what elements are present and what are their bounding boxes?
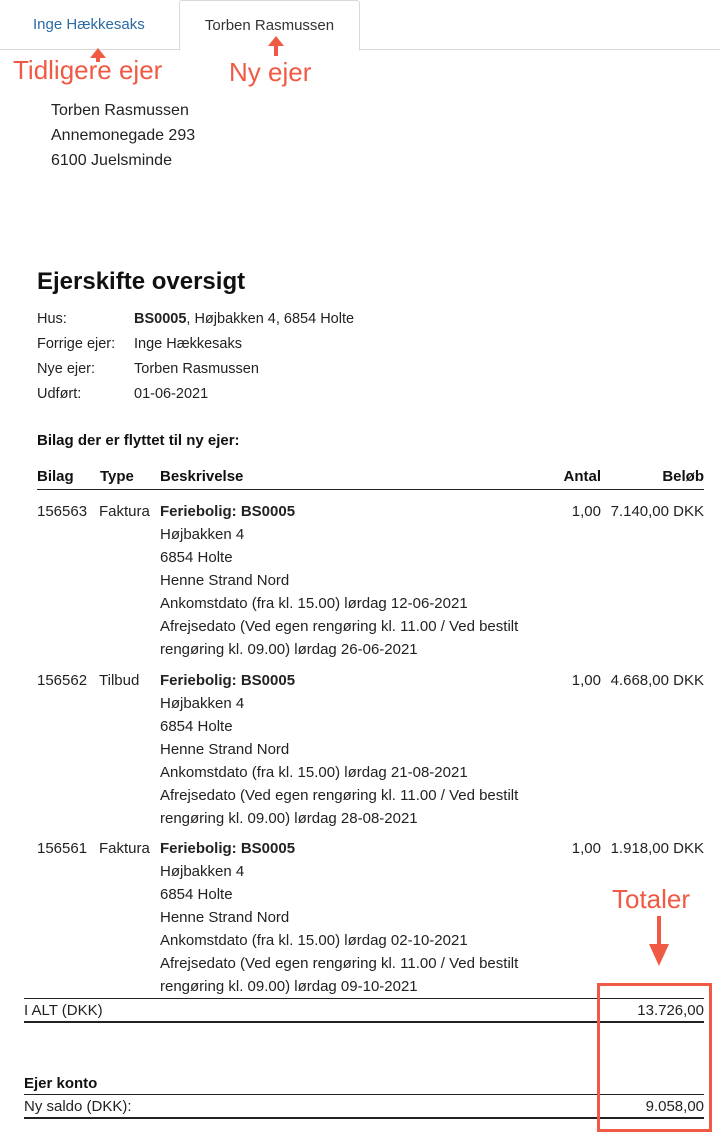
meta-new-label: Nye ejer: <box>37 361 96 377</box>
tab-new-owner[interactable]: Torben Rasmussen <box>179 0 360 51</box>
row-1-desc-line: Henne Strand Nord <box>160 572 290 589</box>
meta-house-code: BS0005 <box>134 311 187 327</box>
meta-done-label: Udført: <box>37 386 82 402</box>
row-2-belob: 4.668,00 DKK <box>610 672 704 689</box>
meta-new-value: Torben Rasmussen <box>134 361 259 377</box>
row-1-desc-line: Ankomstdato (fra kl. 15.00) lørdag 12-06-2021 <box>160 595 468 612</box>
col-header-antal: Antal <box>563 468 601 485</box>
owner-account-heading: Ejer konto <box>24 1075 98 1092</box>
row-3-desc-line: Henne Strand Nord <box>160 909 290 926</box>
meta-done-value: 01-06-2021 <box>134 386 209 402</box>
row-3-description <box>160 837 518 998</box>
moved-documents-heading: Bilag der er flyttet til ny ejer: <box>37 432 240 449</box>
row-1-desc-line: rengøring kl. 09.00) lørdag 26-06-2021 <box>160 641 418 658</box>
total-value: 13.726,00 <box>637 1002 704 1019</box>
row-3-desc-line: Højbakken 4 <box>160 863 245 880</box>
annotation-arrow-shaft-new-owner <box>274 44 278 56</box>
meta-prev-value: Inge Hækkesaks <box>134 336 242 352</box>
row-2-desc-line: 6854 Holte <box>160 718 233 735</box>
row-2-description <box>160 669 518 830</box>
tab-previous-owner[interactable]: Inge Hækkesaks <box>33 16 145 33</box>
total-label: I ALT (DKK) <box>24 1002 103 1019</box>
meta-house-value <box>134 311 354 327</box>
row-3-antal: 1,00 <box>571 840 601 857</box>
table-header-rule <box>37 489 704 490</box>
annotation-arrow-shaft-totals <box>657 916 661 946</box>
col-header-type: Type <box>100 468 134 485</box>
row-3-desc-title: Feriebolig: BS0005 <box>160 840 296 857</box>
address-city: 6100 Juelsminde <box>51 152 172 169</box>
annotation-totals: Totaler <box>612 884 691 914</box>
page-title: Ejerskifte oversigt <box>37 268 246 295</box>
col-header-bilag: Bilag <box>37 468 74 485</box>
row-2-antal: 1,00 <box>571 672 601 689</box>
row-2-type: Tilbud <box>99 672 140 689</box>
row-1-description <box>160 500 518 661</box>
row-3-desc-line: 6854 Holte <box>160 886 233 903</box>
annotation-previous-owner: Tidligere ejer <box>13 55 163 85</box>
meta-prev-label: Forrige ejer: <box>37 336 116 352</box>
row-2-bilag: 156562 <box>37 672 88 689</box>
new-balance-value: 9.058,00 <box>645 1098 704 1115</box>
address-name: Torben Rasmussen <box>51 102 189 119</box>
row-2-desc-line: Henne Strand Nord <box>160 741 290 758</box>
row-3-desc-line: Ankomstdato (fra kl. 15.00) lørdag 02-10-2021 <box>160 932 468 949</box>
row-1-antal: 1,00 <box>571 503 601 520</box>
annotation-new-owner: Ny ejer <box>229 57 312 87</box>
row-1-desc-title: Feriebolig: BS0005 <box>160 503 296 520</box>
row-1-desc-line: Højbakken 4 <box>160 526 245 543</box>
row-3-desc-line: Afrejsedato (Ved egen rengøring kl. 11.00 / Ved bestilt <box>160 955 519 972</box>
totals-highlight-box <box>597 983 712 1132</box>
recipient-address <box>51 98 195 173</box>
row-2-desc-line: rengøring kl. 09.00) lørdag 28-08-2021 <box>160 810 418 827</box>
row-1-desc-line: Afrejsedato (Ved egen rengøring kl. 11.00 / Ved bestilt <box>160 618 519 635</box>
row-1-bilag: 156563 <box>37 503 88 520</box>
row-2-desc-line: Afrejsedato (Ved egen rengøring kl. 11.00 / Ved bestilt <box>160 787 519 804</box>
owner-tabs <box>0 0 720 50</box>
row-2-desc-line: Højbakken 4 <box>160 695 245 712</box>
row-3-belob: 1.918,00 DKK <box>610 840 704 857</box>
meta-house-rest: , Højbakken 4, 6854 Holte <box>186 311 355 327</box>
row-2-desc-title: Feriebolig: BS0005 <box>160 672 296 689</box>
row-1-belob: 7.140,00 DKK <box>610 503 704 520</box>
row-2-desc-line: Ankomstdato (fra kl. 15.00) lørdag 21-08-2021 <box>160 764 468 781</box>
row-3-type: Faktura <box>99 840 150 857</box>
row-3-desc-line: rengøring kl. 09.00) lørdag 09-10-2021 <box>160 978 418 995</box>
col-header-belob: Beløb <box>662 468 704 485</box>
address-street: Annemonegade 293 <box>51 127 196 144</box>
new-balance-label: Ny saldo (DKK): <box>24 1098 132 1115</box>
meta-house-label: Hus: <box>37 311 67 327</box>
row-1-type: Faktura <box>99 503 150 520</box>
annotation-arrow-totals <box>649 944 669 966</box>
row-1-desc-line: 6854 Holte <box>160 549 233 566</box>
col-header-description: Beskrivelse <box>160 468 244 485</box>
row-3-bilag: 156561 <box>37 840 88 857</box>
